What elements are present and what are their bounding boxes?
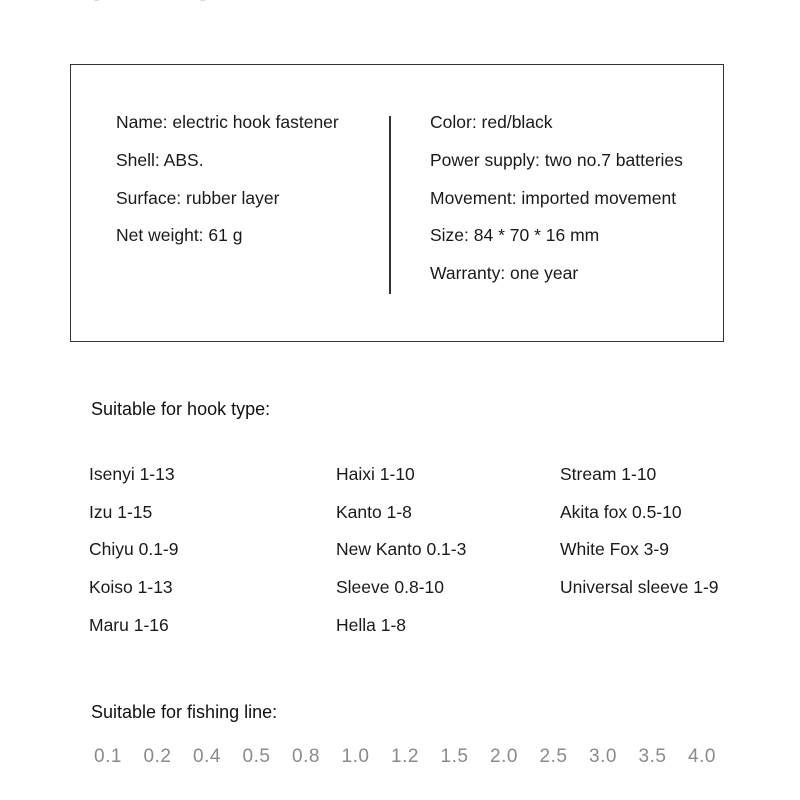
line-size: 3.5 bbox=[638, 746, 667, 767]
spec-size: Size: 84 * 70 * 16 mm bbox=[430, 225, 600, 246]
spec-name: Name: electric hook fastener bbox=[116, 112, 339, 132]
hook-item: Kanto 1-8 bbox=[336, 501, 412, 522]
hook-column-3 bbox=[560, 463, 719, 614]
line-size: 3.0 bbox=[589, 746, 617, 767]
hook-item: Izu 1-15 bbox=[89, 501, 153, 522]
hook-item: Universal sleeve 1-9 bbox=[560, 577, 719, 598]
hook-item: New Kanto 0.1-3 bbox=[336, 539, 467, 560]
hook-item: Akita fox 0.5-10 bbox=[560, 501, 682, 522]
line-size: 0.4 bbox=[193, 746, 221, 767]
line-size: 0.5 bbox=[242, 746, 271, 767]
spec-net-weight: Net weight: 61 g bbox=[116, 225, 243, 246]
spec-movement: Movement: imported movement bbox=[430, 187, 677, 208]
spec-warranty: Warranty: one year bbox=[430, 263, 579, 284]
line-size: 1.0 bbox=[341, 746, 370, 767]
line-size: 2.0 bbox=[490, 746, 518, 767]
hook-type-title: Suitable for hook type: bbox=[91, 399, 271, 419]
line-size: 0.2 bbox=[143, 746, 172, 767]
hook-item: Maru 1-16 bbox=[89, 614, 169, 635]
line-size: 2.5 bbox=[539, 746, 568, 767]
line-size: 1.5 bbox=[440, 746, 469, 767]
hook-item: Stream 1-10 bbox=[560, 464, 657, 484]
fishing-line-sizes bbox=[94, 746, 734, 772]
line-size: 0.8 bbox=[292, 746, 320, 767]
spec-column-right bbox=[430, 111, 683, 300]
cropped-top-decoration bbox=[88, 0, 218, 4]
spec-box bbox=[70, 64, 724, 342]
fishing-line-title: Suitable for fishing line: bbox=[91, 702, 278, 722]
hook-item: Isenyi 1-13 bbox=[89, 464, 175, 484]
spec-divider bbox=[389, 116, 391, 294]
hook-item: Hella 1-8 bbox=[336, 614, 407, 635]
spec-surface: Surface: rubber layer bbox=[116, 187, 280, 208]
hook-item: Chiyu 0.1-9 bbox=[89, 539, 179, 560]
hook-item: Koiso 1-13 bbox=[89, 577, 173, 598]
hook-column-2 bbox=[336, 463, 466, 651]
line-size: 4.0 bbox=[688, 746, 716, 767]
hook-item: White Fox 3-9 bbox=[560, 539, 669, 560]
spec-power-supply: Power supply: two no.7 batteries bbox=[430, 149, 683, 170]
spec-color: Color: red/black bbox=[430, 112, 553, 132]
line-size: 1.2 bbox=[391, 746, 419, 767]
hook-item: Sleeve 0.8-10 bbox=[336, 577, 444, 598]
spec-shell: Shell: ABS. bbox=[116, 149, 204, 170]
line-size: 0.1 bbox=[94, 746, 122, 767]
spec-column-left bbox=[116, 111, 339, 262]
hook-item: Haixi 1-10 bbox=[336, 464, 415, 484]
hook-column-1 bbox=[89, 463, 179, 651]
